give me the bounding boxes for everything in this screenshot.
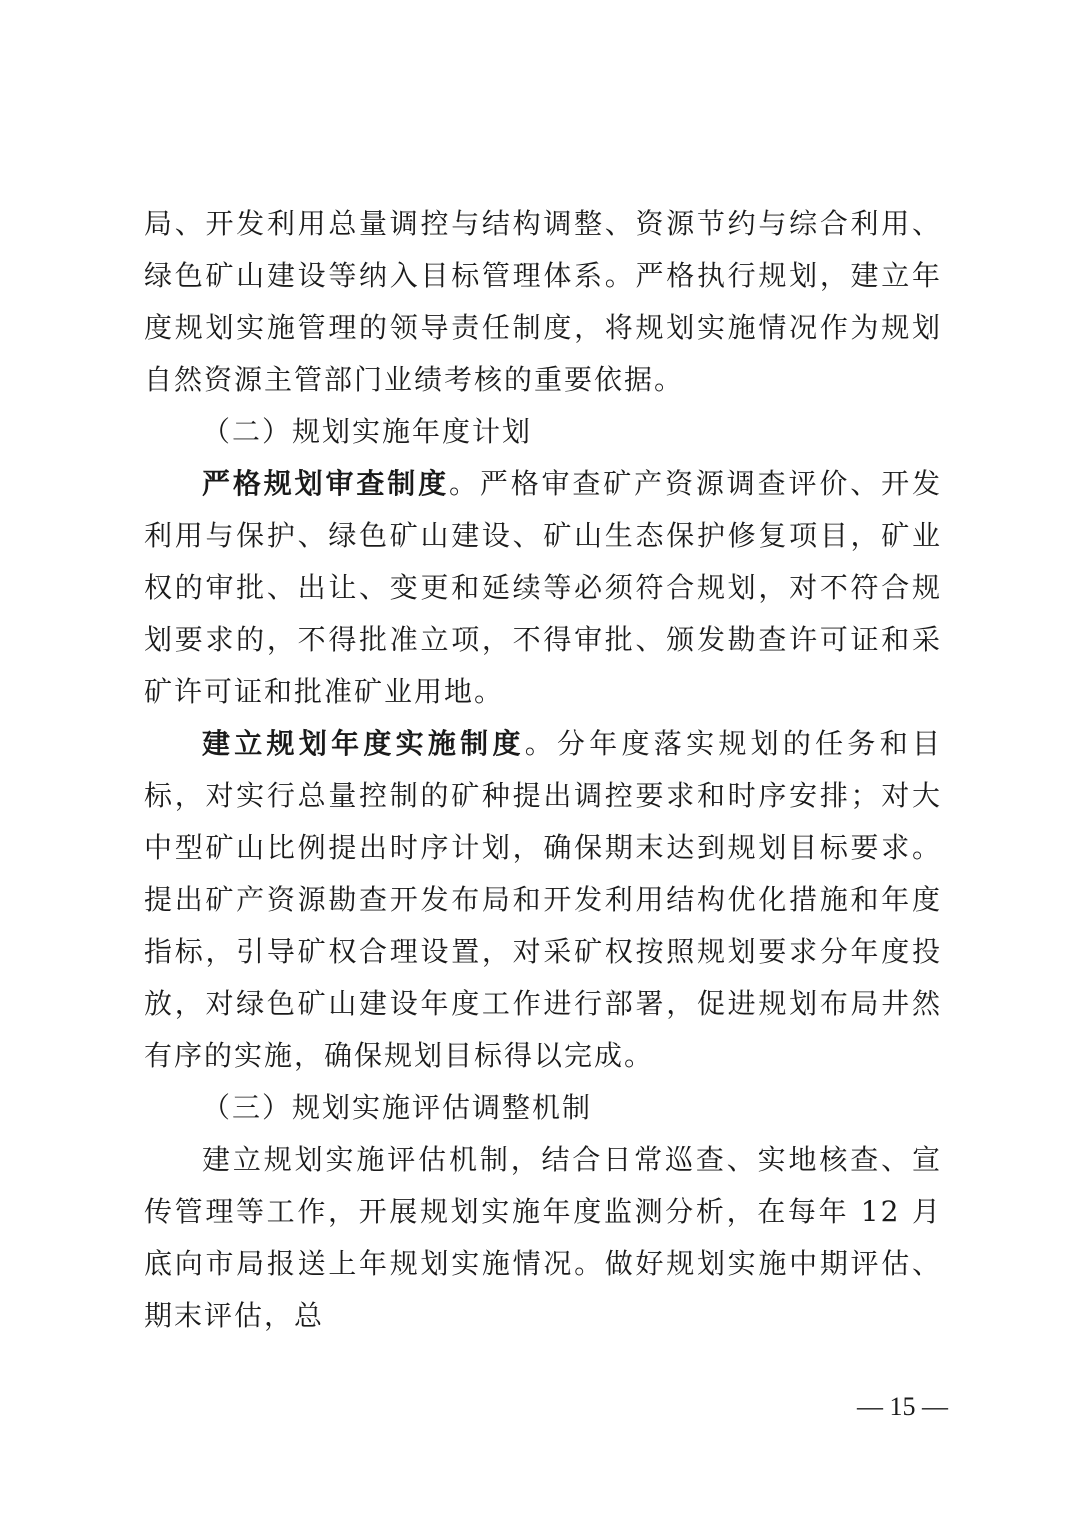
paragraph-evaluation-mechanism (144, 1134, 942, 1342)
paragraph-lead-bold: 严格规划审查制度 (202, 467, 449, 500)
page-number: — 15 — (857, 1392, 948, 1421)
paragraph-annual-implementation (144, 718, 942, 1082)
paragraph-text: 。严格审查矿产资源调查评价、开发利用与保护、绿色矿山建设、矿山生态保护修复项目，矿业权的审批、出让、变更和延续等必须符合规划，对不符合规划要求的，不得批准立项，不得审批、颁发勘查许可证和采矿许可证和批准矿业用地。 (144, 467, 942, 708)
heading-text: （二）规划实施年度计划 (202, 415, 533, 448)
paragraph-lead-bold: 建立规划年度实施制度 (202, 727, 525, 760)
paragraph-text: 建立规划实施评估机制，结合日常巡查、实地核查、宣传管理等工作，开展规划实施年度监测分析，在每年 12 月底向市局报送上年规划实施情况。做好规划实施中期评估、期末评估，总 (144, 1143, 942, 1332)
paragraph-text: 局、开发利用总量调控与结构调整、资源节约与综合利用、绿色矿山建设等纳入目标管理体系。严格执行规划，建立年度规划实施管理的领导责任制度，将规划实施情况作为规划自然资源主管部门业绩考核的重要依据。 (144, 207, 942, 396)
section-heading-annual-plan (144, 406, 942, 458)
section-heading-evaluation (144, 1082, 942, 1134)
document-body (144, 198, 942, 1342)
paragraph-text: 。分年度落实规划的任务和目标，对实行总量控制的矿种提出调控要求和时序安排；对大中型矿山比例提出时序计划，确保期末达到规划目标要求。提出矿产资源勘查开发布局和开发利用结构优化措施和年度指标，引导矿权合理设置，对采矿权按照规划要求分年度投放，对绿色矿山建设年度工作进行部署，促进规划布局井然有序的实施，确保规划目标得以完成。 (144, 727, 942, 1072)
heading-text: （三）规划实施评估调整机制 (202, 1091, 593, 1124)
paragraph-review-system (144, 458, 942, 718)
paragraph-continuation (144, 198, 942, 406)
